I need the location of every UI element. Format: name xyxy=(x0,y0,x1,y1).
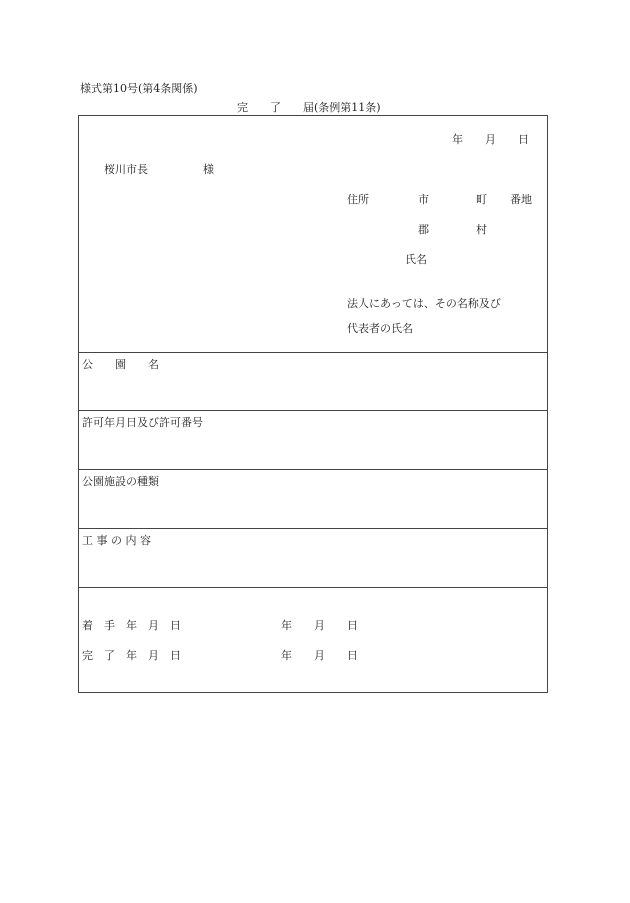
park-name-label: 公 園 名 xyxy=(82,358,159,371)
document-title: 完 了 届(条例第11条) xyxy=(237,101,381,114)
permit-label: 許可年月日及び許可番号 xyxy=(82,416,203,429)
row-divider xyxy=(78,352,548,353)
name-label: 氏名 xyxy=(405,253,427,266)
address-town: 町 xyxy=(476,193,487,206)
facility-type-label: 公園施設の種類 xyxy=(82,475,159,488)
start-date-value[interactable]: 年 月 日 xyxy=(281,619,358,632)
row-divider xyxy=(78,587,548,588)
row-divider xyxy=(78,528,548,529)
corporate-note-line2: 代表者の氏名 xyxy=(347,322,413,335)
address-village: 村 xyxy=(476,223,487,236)
address-banchi: 番地 xyxy=(510,193,532,206)
address-label: 住所 xyxy=(347,193,369,206)
addressee: 桜川市長 様 xyxy=(104,163,214,176)
row-divider xyxy=(78,410,548,411)
date-field[interactable]: 年 月 日 xyxy=(452,133,529,146)
completion-date-label: 完 了 年 月 日 xyxy=(82,649,181,662)
row-divider xyxy=(78,469,548,470)
form-number: 様式第10号(第4条関係) xyxy=(80,82,198,95)
address-city: 市 xyxy=(418,193,429,206)
work-content-label: 工 事 の 内 容 xyxy=(82,534,151,547)
completion-date-value[interactable]: 年 月 日 xyxy=(281,649,358,662)
address-county: 郡 xyxy=(418,223,429,236)
corporate-note-line1: 法人にあっては、その名称及び xyxy=(347,297,501,310)
start-date-label: 着 手 年 月 日 xyxy=(82,619,181,632)
